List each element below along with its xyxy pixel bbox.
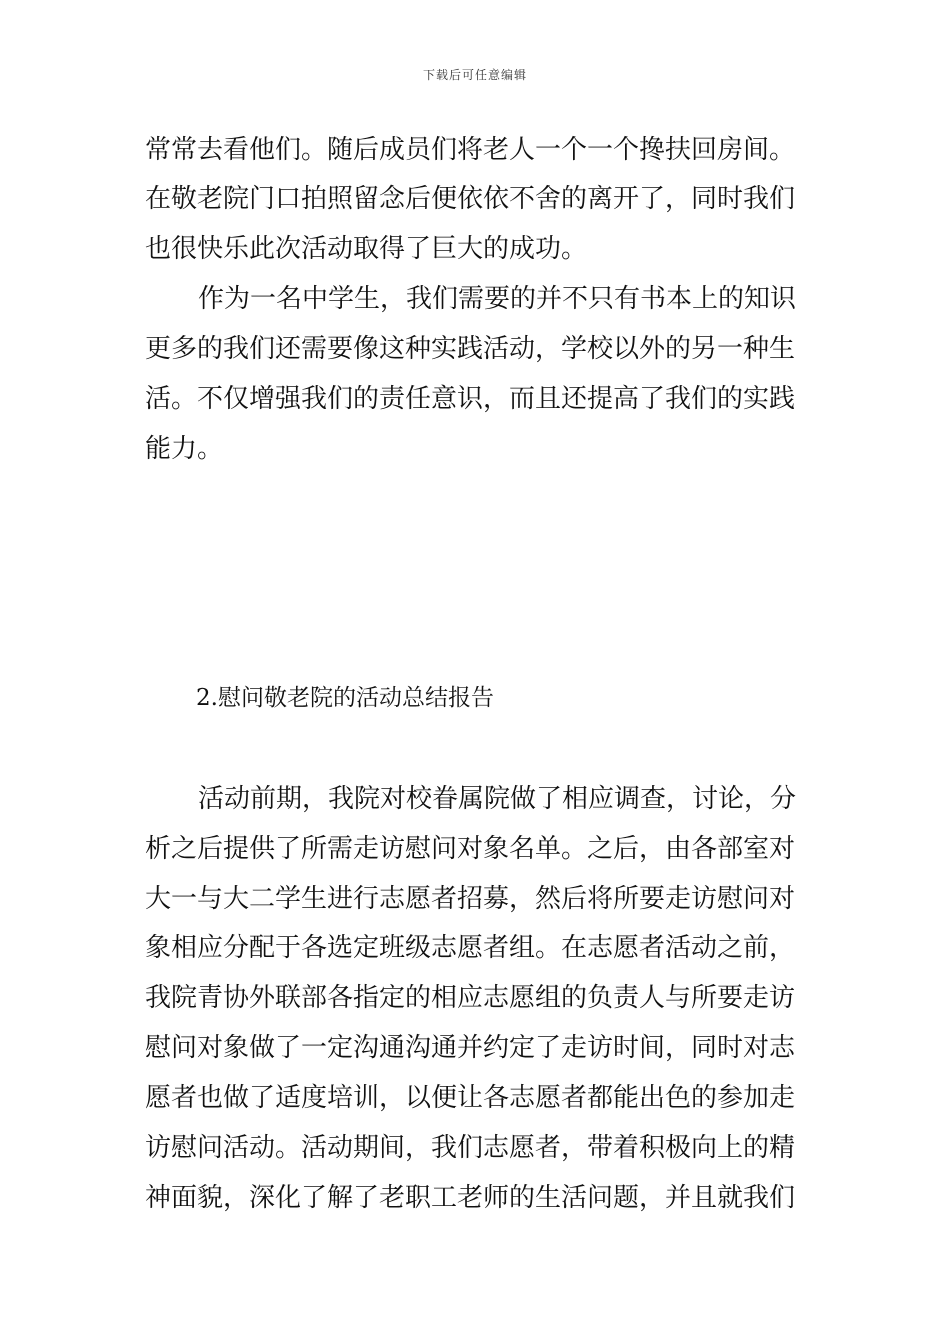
paragraph-3-line-9: 神面貌，深化了解了老职工老师的生活问题，并且就我们: [145, 1183, 796, 1213]
paragraph-3-line-4: 象相应分配于各选定班级志愿者组。在志愿者活动之前，: [145, 933, 796, 963]
paragraph-3-line-5: 我院青协外联部各指定的相应志愿组的负责人与所要走访: [145, 983, 796, 1013]
paragraph-3-line-2: 析之后提供了所需走访慰问对象名单。之后，由各部室对: [145, 834, 796, 864]
paragraph-1-line-3: 也很快乐此次活动取得了巨大的成功。: [145, 234, 588, 264]
paragraph-2-line-1: 作为一名中学生，我们需要的并不只有书本上的知识: [198, 284, 797, 314]
paragraph-2-line-2: 更多的我们还需要像这种实践活动，学校以外的另一种生: [145, 334, 796, 364]
paragraph-2-line-3: 活。不仅增强我们的责任意识，而且还提高了我们的实践: [145, 384, 796, 414]
paragraph-3-line-7: 愿者也做了适度培训，以便让各志愿者都能出色的参加走: [145, 1083, 796, 1113]
section-title: 2.慰问敬老院的活动总结报告: [196, 685, 494, 711]
page-header: 下载后可任意编辑: [422, 68, 527, 82]
paragraph-1-line-2: 在敬老院门口拍照留念后便依依不舍的离开了，同时我们: [145, 184, 796, 214]
paragraph-1-line-1: 常常去看他们。随后成员们将老人一个一个搀扶回房间。: [145, 135, 796, 165]
paragraph-3-line-6: 慰问对象做了一定沟通沟通并约定了走访时间，同时对志: [145, 1033, 796, 1063]
paragraph-3-line-1: 活动前期，我院对校眷属院做了相应调查，讨论，分: [198, 784, 797, 814]
paragraph-3-line-3: 大一与大二学生进行志愿者招募，然后将所要走访慰问对: [145, 884, 796, 914]
paragraph-3-line-8: 访慰问活动。活动期间，我们志愿者，带着积极向上的精: [145, 1133, 796, 1163]
paragraph-2-line-4: 能力。: [145, 434, 224, 464]
